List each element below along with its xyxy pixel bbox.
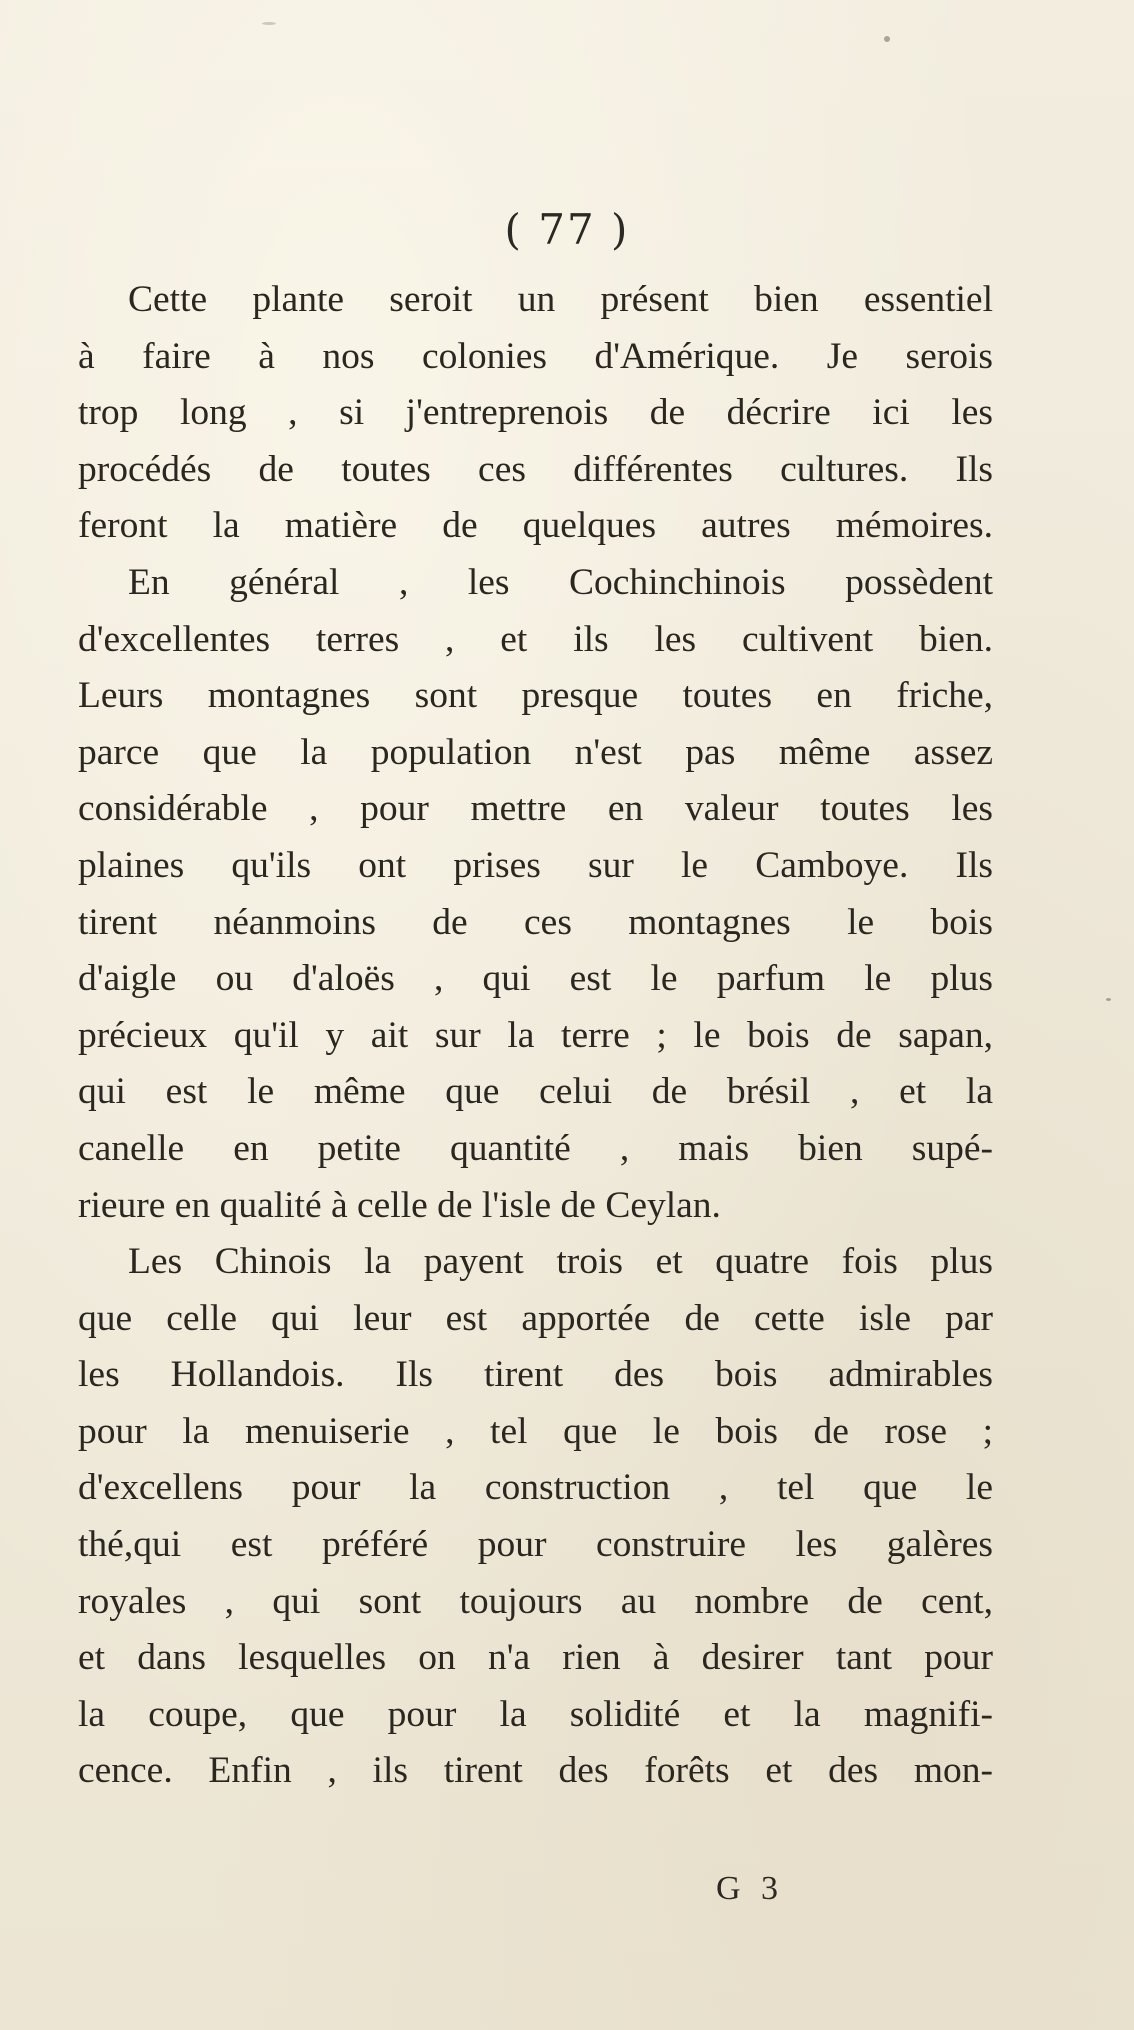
text-line: thé,qui est préféré pour construire les galères xyxy=(78,1524,993,1566)
text-line: procédés de toutes ces différentes cultures. Ils xyxy=(78,448,993,490)
text-line: Les Chinois la payent trois et quatre fois plus xyxy=(128,1241,993,1283)
text-line: trop long , si j'entreprenois de décrire ici les xyxy=(78,392,993,434)
body-text xyxy=(78,272,993,1800)
text-line: plaines qu'ils ont prises sur le Camboye. Ils xyxy=(78,844,993,886)
text-line: les Hollandois. Ils tirent des bois admirables xyxy=(78,1354,993,1396)
text-line: et dans lesquelles on n'a rien à desirer tant pour xyxy=(78,1637,993,1679)
text-line: tirent néanmoins de ces montagnes le bois xyxy=(78,901,993,943)
text-line: précieux qu'il y ait sur la terre ; le bois de sapan, xyxy=(78,1014,993,1056)
signature-mark: G 3 xyxy=(716,1870,785,1907)
text-line: Cette plante seroit un présent bien essentiel xyxy=(128,279,993,320)
text-line: feront la matière de quelques autres mémoires. xyxy=(78,505,993,547)
text-line: à faire à nos colonies d'Amérique. Je serois xyxy=(78,335,993,377)
text-line: cence. Enfin , ils tirent des forêts et des mon- xyxy=(78,1750,993,1792)
text-line: pour la menuiserie , tel que le bois de rose ; xyxy=(78,1410,993,1452)
text-line: canelle en petite quantité , mais bien supé- xyxy=(78,1127,993,1169)
paper-speck xyxy=(262,22,276,25)
text-line: d'excellens pour la construction , tel que le xyxy=(78,1467,993,1509)
text-line: qui est le même que celui de brésil , et la xyxy=(78,1071,993,1113)
paper-speck xyxy=(884,36,890,42)
text-line: la coupe, que pour la solidité et la magnifi- xyxy=(78,1693,993,1735)
text-line: En général , les Cochinchinois possèdent xyxy=(128,561,993,603)
page-number: ( 77 ) xyxy=(504,205,630,254)
text-line: Leurs montagnes sont presque toutes en friche, xyxy=(78,675,993,717)
text-line: d'aigle ou d'aloës , qui est le parfum le plus xyxy=(78,958,993,1000)
text-line: rieure en qualité à celle de l'isle de Ceylan. xyxy=(78,1184,721,1226)
paper-speck xyxy=(1106,998,1111,1001)
text-line: parce que la population n'est pas même assez xyxy=(78,731,993,773)
text-line: royales , qui sont toujours au nombre de cent, xyxy=(78,1580,993,1622)
text-line: que celle qui leur est apportée de cette isle par xyxy=(78,1297,993,1339)
text-line: d'excellentes terres , et ils les cultivent bien. xyxy=(78,618,993,660)
text-line: considérable , pour mettre en valeur toutes les xyxy=(78,788,993,830)
